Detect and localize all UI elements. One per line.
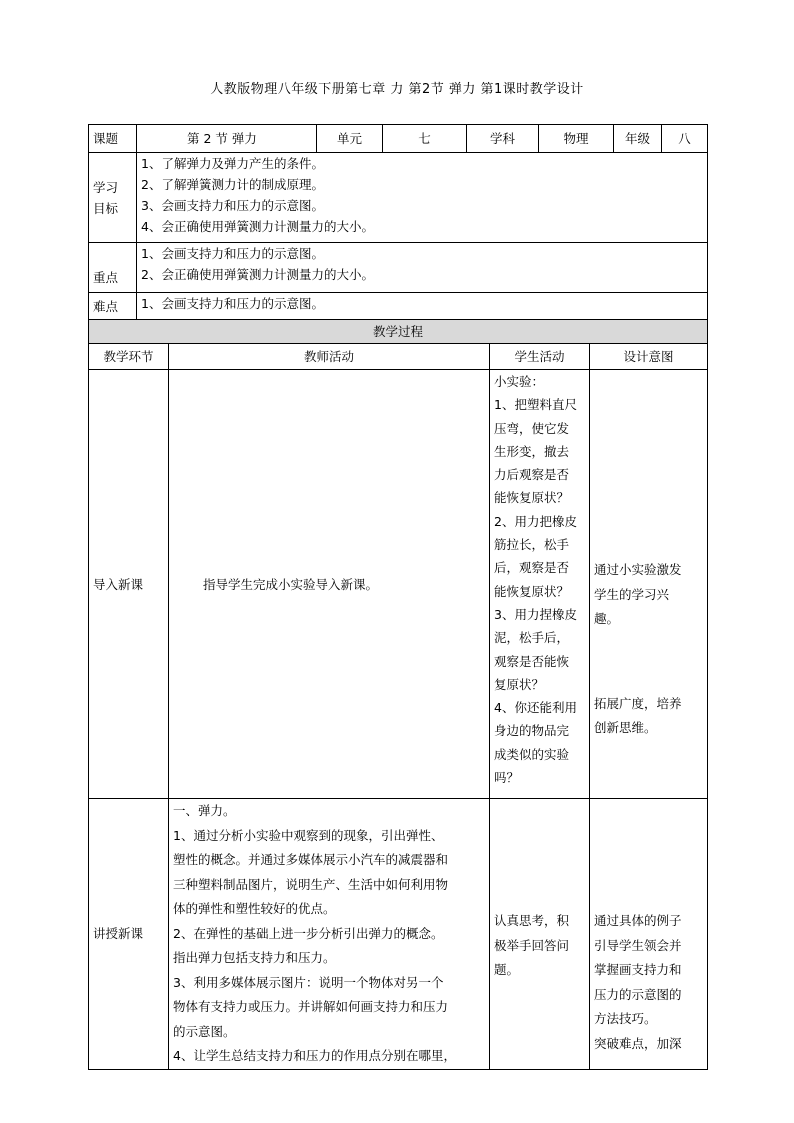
subject-label: 学科 bbox=[467, 125, 539, 153]
process-header-row bbox=[89, 320, 708, 344]
key-points-label: 重点 bbox=[89, 243, 137, 293]
student-line: 观察是否能恢 bbox=[494, 653, 570, 669]
goals-row bbox=[89, 153, 708, 243]
teacher-line: 物体有支持力或压力。并讲解如何画支持力和压力 bbox=[173, 999, 449, 1014]
topic-value: 第 2 节 弹力 bbox=[137, 125, 317, 153]
difficult-points-row bbox=[89, 293, 708, 320]
student-line: 压弯，使它发 bbox=[494, 420, 570, 436]
goal-item: 4、会正确使用弹簧测力计测量力的大小。 bbox=[141, 219, 374, 234]
column-stage: 教学环节 bbox=[89, 344, 169, 370]
student-line: 小实验： bbox=[494, 374, 545, 389]
intro-student bbox=[490, 370, 590, 799]
difficult-point-item: 1、会画支持力和压力的示意图。 bbox=[141, 296, 324, 311]
intent-line: 方法技巧。 bbox=[594, 1011, 657, 1026]
key-points-content bbox=[137, 243, 708, 293]
difficult-points-label: 难点 bbox=[89, 293, 137, 320]
lecture-intent bbox=[590, 799, 708, 1070]
teacher-line: 体的弹性和塑性较好的优点。 bbox=[173, 901, 336, 916]
goal-item: 2、了解弹簧测力计的制成原理。 bbox=[141, 177, 324, 192]
student-line: 吗？ bbox=[494, 770, 520, 786]
student-line: 4、你还能利用 bbox=[494, 700, 577, 716]
intro-stage: 导入新课 bbox=[89, 370, 169, 799]
student-line: 生形变，撤去 bbox=[494, 443, 570, 459]
teacher-line: 一、弹力。 bbox=[173, 803, 236, 818]
key-point-item: 1、会画支持力和压力的示意图。 bbox=[141, 246, 324, 261]
teacher-line: 3、利用多媒体展示图片：说明一个物体对另一个 bbox=[173, 974, 444, 990]
topic-label: 课题 bbox=[89, 125, 137, 153]
goals-label-line1: 学习 bbox=[93, 179, 119, 195]
info-row bbox=[89, 125, 708, 153]
goals-label-line2: 目标 bbox=[93, 200, 119, 216]
teaching-process-table bbox=[88, 319, 708, 1070]
lesson-info-table bbox=[88, 124, 708, 320]
intent-line: 引导学生领会并 bbox=[594, 937, 682, 953]
intent-line: 压力的示意图的 bbox=[594, 986, 682, 1002]
teacher-line: 4、让学生总结支持力和压力的作用点分别在哪里， bbox=[173, 1048, 456, 1063]
teacher-line: 2、在弹性的基础上进一步分析引出弹力的概念。 bbox=[173, 925, 444, 941]
teacher-line: 塑性的概念。并通过多媒体展示小汽车的减震器和 bbox=[173, 852, 449, 867]
teacher-line: 1、通过分析小实验中观察到的现象，引出弹性、 bbox=[173, 827, 444, 843]
lecture-teacher bbox=[169, 799, 490, 1070]
student-line: 后，观察是否 bbox=[494, 560, 570, 576]
lecture-student bbox=[490, 799, 590, 1070]
intro-row bbox=[89, 370, 708, 799]
difficult-points-content bbox=[137, 293, 708, 320]
student-line: 复原状？ bbox=[494, 676, 545, 692]
intent-line: 通过具体的例子 bbox=[594, 913, 682, 928]
student-line: 能恢复原状？ bbox=[494, 583, 570, 599]
student-line: 认真思考，积 bbox=[494, 913, 570, 928]
teacher-line: 三种塑料制品图片，说明生产、生活中如何利用物 bbox=[173, 876, 449, 892]
student-line: 筋拉长，松手 bbox=[494, 537, 570, 553]
student-line: 极举手回答问 bbox=[494, 937, 570, 953]
intent-line: 通过小实验激发 bbox=[594, 562, 682, 577]
teacher-line: 的示意图。 bbox=[173, 1023, 236, 1039]
grade-value: 八 bbox=[662, 125, 708, 153]
student-line: 1、把塑料直尺 bbox=[494, 397, 577, 413]
unit-label: 单元 bbox=[317, 125, 383, 153]
teacher-line: 指出弹力包括支持力和压力。 bbox=[173, 950, 336, 965]
column-teacher: 教师活动 bbox=[169, 344, 490, 370]
goal-item: 3、会画支持力和压力的示意图。 bbox=[141, 198, 324, 213]
intent-line: 掌握画支持力和 bbox=[594, 962, 682, 977]
student-line: 3、用力捏橡皮 bbox=[494, 606, 577, 622]
intent-line: 突破难点，加深 bbox=[594, 1035, 682, 1051]
lecture-row bbox=[89, 799, 708, 1070]
goals-label bbox=[89, 153, 137, 243]
grade-label: 年级 bbox=[614, 125, 662, 153]
student-line: 题。 bbox=[494, 962, 520, 977]
lecture-stage: 讲授新课 bbox=[89, 799, 169, 1070]
process-columns-row bbox=[89, 344, 708, 370]
intent-line: 创新思维。 bbox=[594, 720, 657, 735]
process-header: 教学过程 bbox=[89, 320, 708, 344]
intro-teacher: 指导学生完成小实验导入新课。 bbox=[169, 370, 490, 799]
goal-item: 1、了解弹力及弹力产生的条件。 bbox=[141, 156, 324, 171]
unit-value: 七 bbox=[383, 125, 467, 153]
student-line: 身边的物品完 bbox=[494, 723, 570, 739]
key-points-row bbox=[89, 243, 708, 293]
column-student: 学生活动 bbox=[490, 344, 590, 370]
column-intent: 设计意图 bbox=[590, 344, 708, 370]
student-line: 2、用力把橡皮 bbox=[494, 513, 577, 529]
student-line: 力后观察是否 bbox=[494, 467, 570, 483]
key-point-item: 2、会正确使用弹簧测力计测量力的大小。 bbox=[141, 267, 374, 282]
student-line: 泥，松手后， bbox=[494, 630, 570, 646]
intro-intent bbox=[590, 370, 708, 799]
intent-line: 拓展广度，培养 bbox=[594, 695, 682, 711]
document-title: 人教版物理八年级下册第七章 力 第2节 弹力 第1课时教学设计 bbox=[210, 82, 584, 97]
goals-content bbox=[137, 153, 708, 243]
intent-line: 学生的学习兴 bbox=[594, 586, 670, 602]
subject-value: 物理 bbox=[539, 125, 614, 153]
student-line: 成类似的实验 bbox=[494, 746, 570, 762]
intent-line: 趣。 bbox=[594, 611, 620, 626]
student-line: 能恢复原状？ bbox=[494, 490, 570, 506]
